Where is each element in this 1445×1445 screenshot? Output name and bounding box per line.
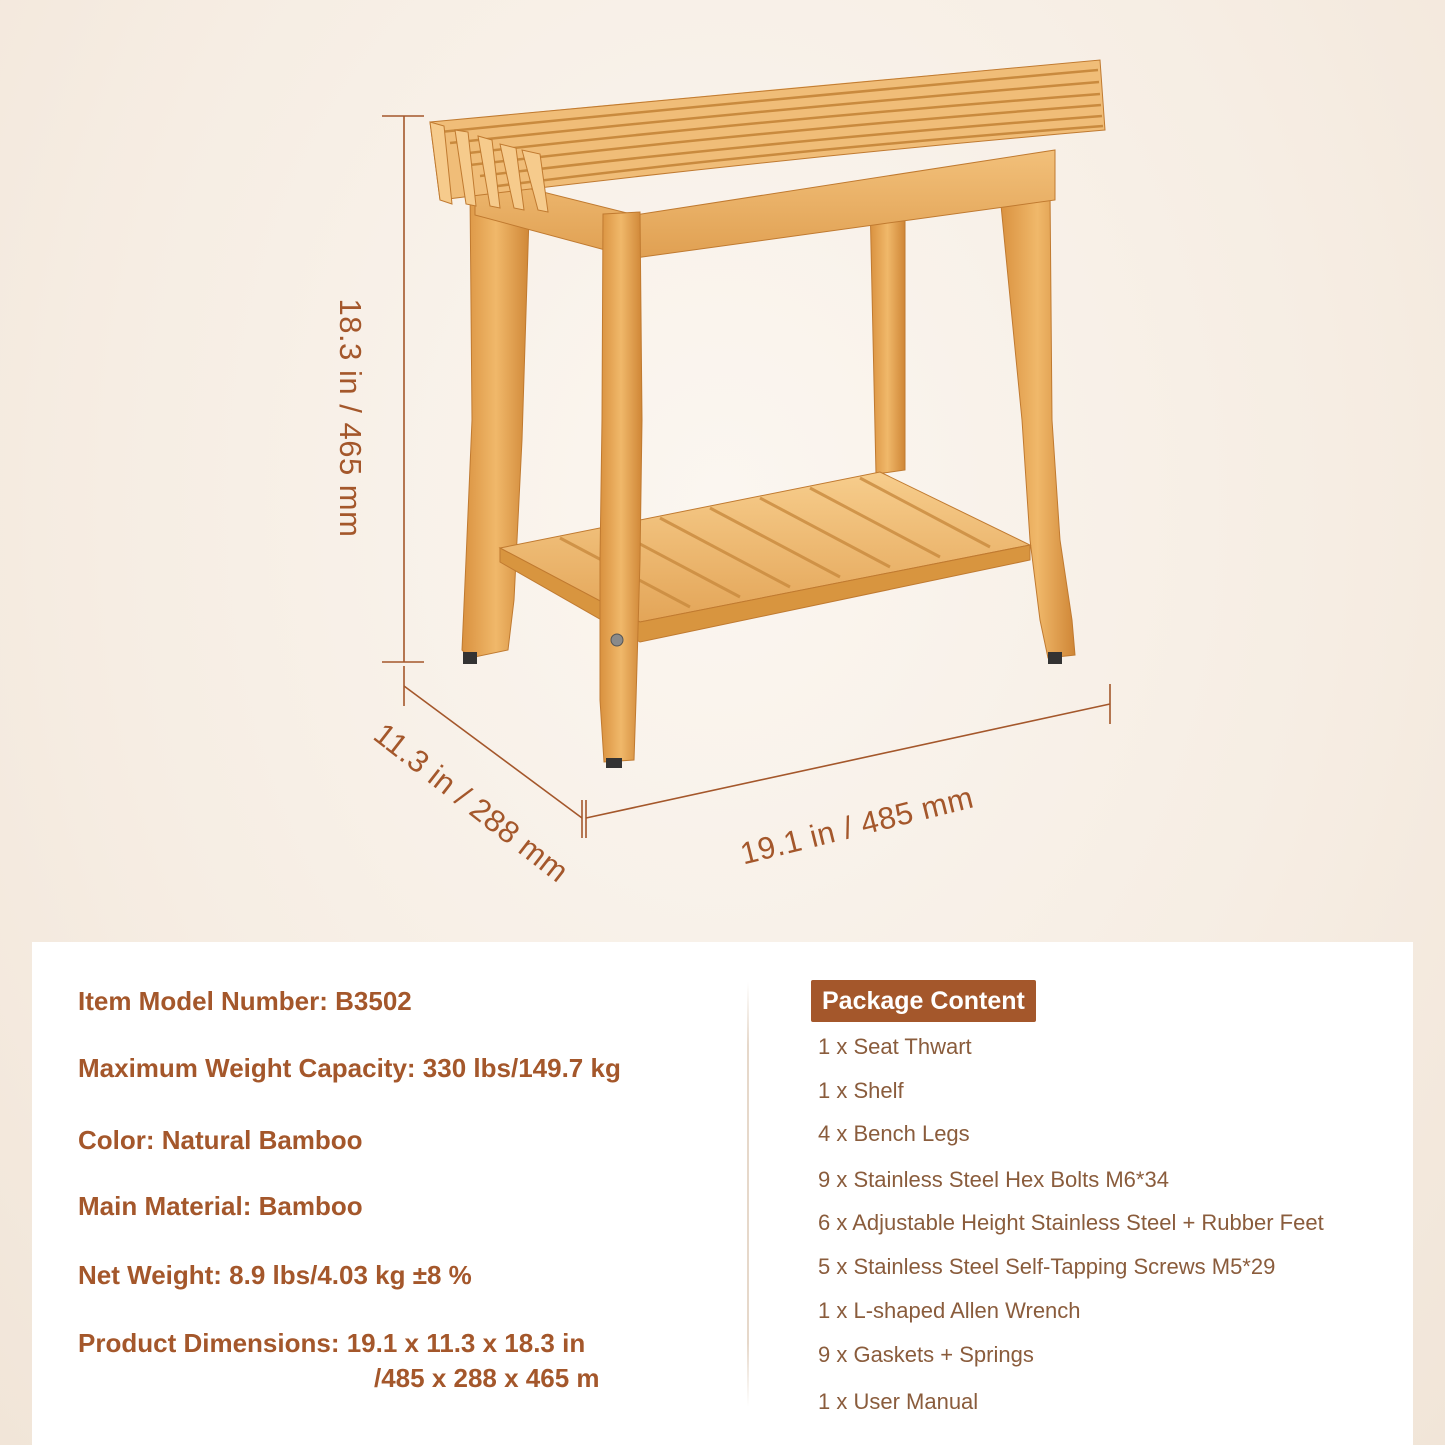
foot — [1048, 652, 1062, 664]
product-dimensions: Product Dimensions: 19.1 x 11.3 x 18.3 in — [78, 1328, 586, 1358]
back-left-leg — [462, 185, 530, 658]
list-item: 5 x Stainless Steel Self-Tapping Screws M5*29 — [818, 1254, 1276, 1279]
front-right-leg — [1000, 190, 1075, 658]
specs-panel — [32, 942, 1413, 1445]
weight-capacity: Maximum Weight Capacity: 330 lbs/149.7 kg — [78, 1053, 621, 1083]
bolt-icon — [611, 634, 623, 646]
height-dimension-label: 18.3 in / 465 mm — [333, 298, 368, 538]
list-item: 1 x L-shaped Allen Wrench — [818, 1298, 1081, 1323]
list-item: 6 x Adjustable Height Stainless Steel + Rubber Feet — [818, 1210, 1324, 1235]
list-item: 9 x Stainless Steel Hex Bolts M6*34 — [818, 1167, 1169, 1192]
list-item: 1 x User Manual — [818, 1389, 979, 1414]
list-item: 1 x Shelf — [818, 1078, 904, 1103]
list-item: 9 x Gaskets + Springs — [818, 1342, 1034, 1367]
list-item: 1 x Seat Thwart — [818, 1034, 972, 1059]
package-content-title: Package Content — [811, 980, 1036, 1022]
net-weight: Net Weight: 8.9 lbs/4.03 kg ±8 % — [78, 1260, 472, 1290]
width-dimension-label: 19.1 in / 485 mm — [736, 779, 978, 872]
front-left-leg — [600, 212, 642, 762]
divider — [747, 982, 749, 1407]
foot — [606, 758, 622, 768]
material-spec: Main Material: Bamboo — [78, 1191, 363, 1221]
product-dimensions-metric: /485 x 288 x 465 m — [374, 1363, 600, 1393]
foot — [463, 652, 477, 664]
list-item: 4 x Bench Legs — [818, 1121, 970, 1146]
back-right-leg — [870, 198, 905, 474]
depth-dimension-label: 11.3 in / 288 mm — [367, 715, 576, 890]
width-dimension-line — [586, 704, 1110, 818]
color-spec: Color: Natural Bamboo — [78, 1125, 363, 1155]
model-number: Item Model Number: B3502 — [78, 986, 412, 1016]
